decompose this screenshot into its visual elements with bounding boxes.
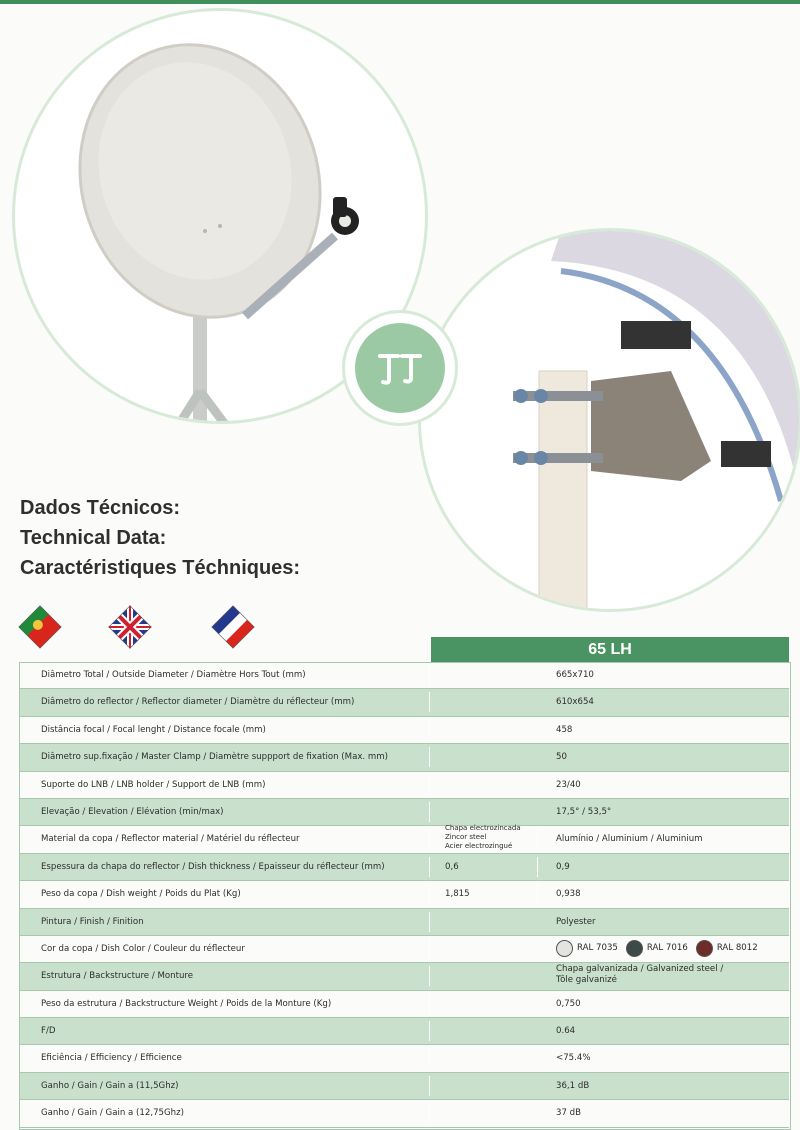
row-value: Chapa galvanizada / Galvanized steel / Tôle galvanizé [556, 964, 724, 986]
table-row [19, 1045, 789, 1072]
table-row [19, 662, 789, 689]
top-accent-bar [0, 0, 800, 4]
color-swatch-label: RAL 8012 [716, 943, 758, 954]
row-value: 0.64 [556, 1026, 576, 1037]
row-label: F/D [41, 1026, 56, 1037]
row-value: 665x710 [556, 670, 594, 680]
row-value: 0,938 [556, 889, 581, 900]
row-value-alt: 0,6 [445, 861, 459, 872]
row-value: Alumínio / Aluminium / Aluminium [556, 834, 703, 845]
brand-logo [342, 310, 458, 426]
france-flag-icon [210, 604, 256, 650]
row-value: 610x654 [556, 697, 594, 708]
technical-data-headings [20, 493, 300, 583]
row-value: 0,9 [556, 861, 570, 872]
table-row [19, 1018, 789, 1045]
color-swatch [696, 940, 758, 957]
heading-portuguese: Dados Técnicos: [20, 497, 181, 519]
row-value: 50 [556, 752, 567, 763]
row-value: <75.4% [556, 1053, 591, 1064]
table-row [19, 1073, 789, 1100]
table-row [19, 1100, 789, 1127]
row-value: 37 dB [556, 1108, 582, 1119]
color-swatch-circle [626, 940, 643, 957]
row-label: Eficiência / Efficiency / Efficience [41, 1053, 182, 1064]
color-swatch-circle [696, 940, 713, 957]
row-value-alt: 1,815 [445, 889, 470, 900]
heading-french: Caractéristiques Téchniques: [20, 557, 301, 579]
color-swatch-label: RAL 7035 [577, 943, 618, 954]
table-row [19, 772, 789, 799]
table-row [19, 963, 789, 990]
table-row [19, 909, 789, 936]
row-value: 17,5° / 53,5° [556, 806, 612, 817]
spec-table [19, 662, 789, 1128]
table-row [19, 826, 789, 853]
table-row [19, 854, 789, 881]
table-row [19, 881, 789, 908]
table-row [19, 744, 789, 771]
row-value: Polyester [556, 916, 596, 927]
row-label: Suporte do LNB / LNB holder / Support de LNB (mm) [41, 779, 266, 790]
table-row [19, 799, 789, 826]
row-value: 458 [556, 724, 573, 735]
color-swatch [556, 940, 618, 957]
row-label: Cor da copa / Dish Color / Couleur du réflecteur [41, 943, 245, 954]
table-row [19, 689, 789, 716]
row-label: Espessura da chapa do reflector / Dish thickness / Epaisseur du réflecteur (mm) [41, 861, 385, 872]
row-label: Estrutura / Backstructure / Monture [41, 971, 194, 982]
brand-logo-icon [355, 323, 445, 413]
heading-english: Technical Data: [20, 527, 167, 549]
color-swatch-circle [556, 940, 573, 957]
table-row [19, 717, 789, 744]
color-swatch [626, 940, 688, 957]
row-label: Diâmetro do reflector / Reflector diameter / Diamètre du réflecteur (mm) [41, 697, 355, 708]
row-label: Pintura / Finish / Finition [41, 916, 144, 927]
dish-color-swatches [556, 940, 758, 957]
row-label: Ganho / Gain / Gain a (11,5Ghz) [41, 1080, 179, 1091]
row-label: Diâmetro sup.fixação / Master Clamp / Diamètre suppport de fixation (Max. mm) [41, 752, 388, 763]
model-header: 65 LH [431, 637, 789, 662]
row-label: Elevação / Elevation / Elévation (min/max) [41, 806, 224, 817]
row-value: 0,750 [556, 998, 581, 1009]
color-swatch-label: RAL 7016 [646, 943, 688, 954]
table-row [19, 991, 789, 1018]
portugal-flag-icon [17, 604, 63, 650]
row-label: Peso da estrutura / Backstructure Weight / Poids de la Monture (Kg) [41, 998, 332, 1009]
row-label: Peso da copa / Dish weight / Poids du Plat (Kg) [41, 889, 241, 900]
row-value: 23/40 [556, 779, 581, 790]
row-label: Material da copa / Reflector material / Matériel du réflecteur [41, 834, 300, 845]
uk-flag-icon [107, 604, 153, 650]
row-value-alt: Chapa electrozincada Zincor steel Acier electrozingué [445, 824, 521, 851]
row-value: 36,1 dB [556, 1080, 590, 1091]
row-label: Ganho / Gain / Gain a (12,75Ghz) [41, 1108, 184, 1119]
table-row [19, 936, 789, 963]
row-label: Diâmetro Total / Outside Diameter / Diamètre Hors Tout (mm) [41, 670, 306, 680]
row-label: Distância focal / Focal lenght / Distance focale (mm) [41, 724, 266, 735]
mount-bracket-photo [418, 228, 800, 612]
